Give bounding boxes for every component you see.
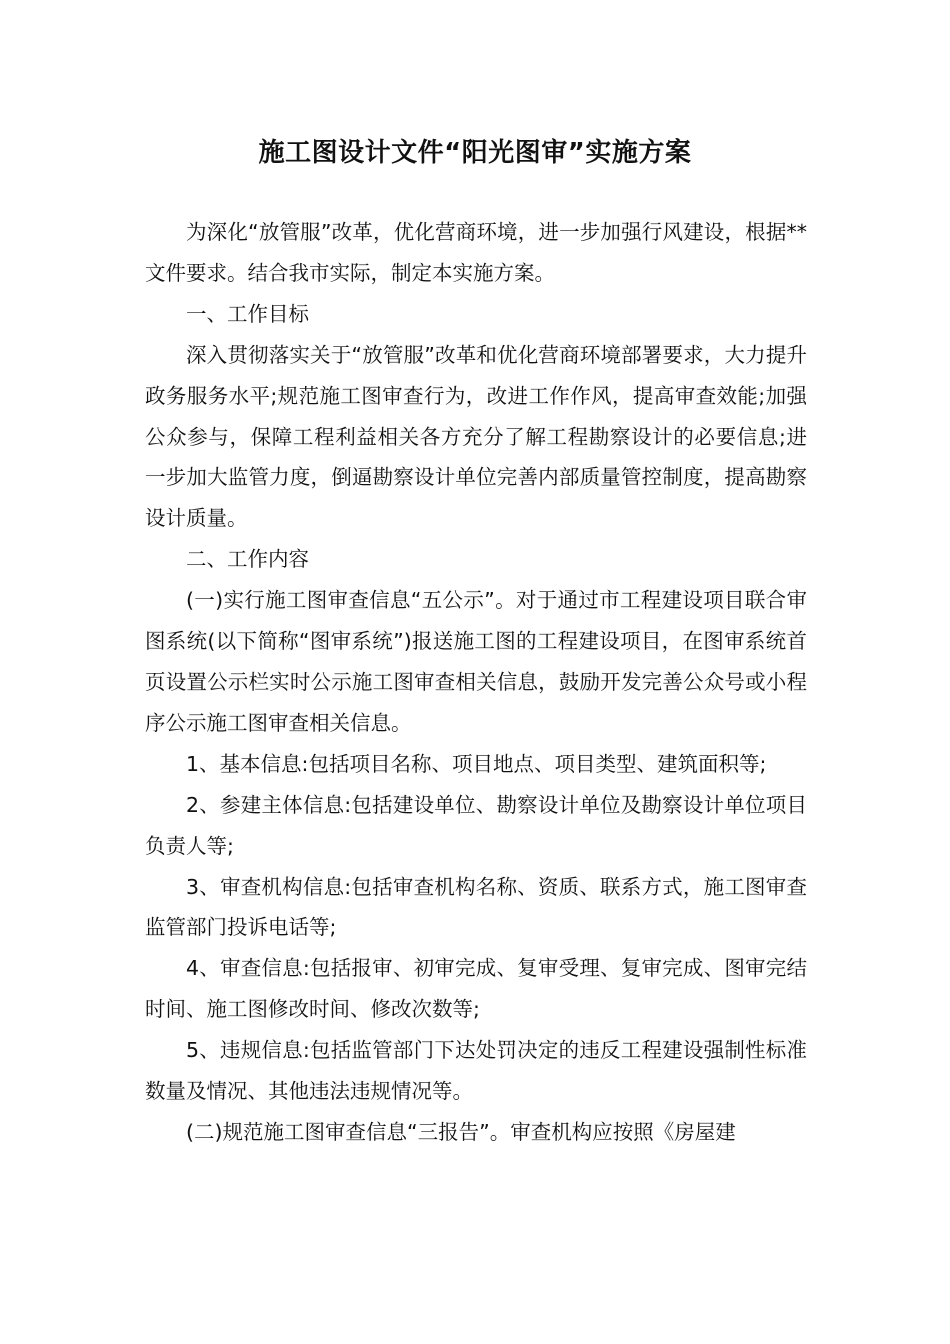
list-item-violation-info: 5、违规信息:包括监管部门下达处罚决定的违反工程建设强制性标准数量及情况、其他违法违规情况等。 bbox=[145, 1038, 807, 1104]
section-heading-goals: 一、工作目标 bbox=[186, 301, 309, 326]
list-item-participant-info: 2、参建主体信息:包括建设单位、勘察设计单位及勘察设计单位项目负责人等; bbox=[145, 792, 807, 858]
goals-paragraph: 深入贯彻落实关于“放管服”改革和优化营商环境部署要求，大力提升政务服务水平;规范施工图审查行为，改进工作作风，提高审查效能;加强公众参与，保障工程利益相关各方充分了解工程勘察设计的必要信息;进一步加大监管力度，倒逼勘察设计单位完善内部质量管控制度，提高勘察设计质量。 bbox=[145, 342, 807, 531]
list-item-basic-info: 1、基本信息:包括项目名称、项目地点、项目类型、建筑面积等; bbox=[186, 751, 767, 776]
section-heading-content: 二、工作内容 bbox=[186, 547, 309, 572]
list-item-review-info: 4、审查信息:包括报审、初审完成、复审受理、复审完成、图审完结时间、施工图修改时间、修改次数等; bbox=[145, 956, 807, 1022]
subsection-five-publicity: (一)实行施工图审查信息“五公示”。对于通过市工程建设项目联合审图系统(以下简称“图审系统”)报送施工图的工程建设项目，在图审系统首页设置公示栏实时公示施工图审查相关信息，鼓励开发完善公众号或小程序公示施工图审查相关信息。 bbox=[145, 588, 807, 735]
document-body bbox=[145, 212, 807, 1153]
intro-paragraph: 为深化“放管服”改革，优化营商环境，进一步加强行风建设，根据**文件要求。结合我市实际，制定本实施方案。 bbox=[145, 220, 807, 285]
subsection-three-reports: (二)规范施工图审查信息“三报告”。审查机构应按照《房屋建 bbox=[186, 1119, 736, 1144]
document-title: 施工图设计文件“阳光图审”实施方案 bbox=[258, 138, 692, 168]
list-item-review-agency-info: 3、审查机构信息:包括审查机构名称、资质、联系方式，施工图审查监管部门投诉电话等; bbox=[145, 874, 807, 940]
